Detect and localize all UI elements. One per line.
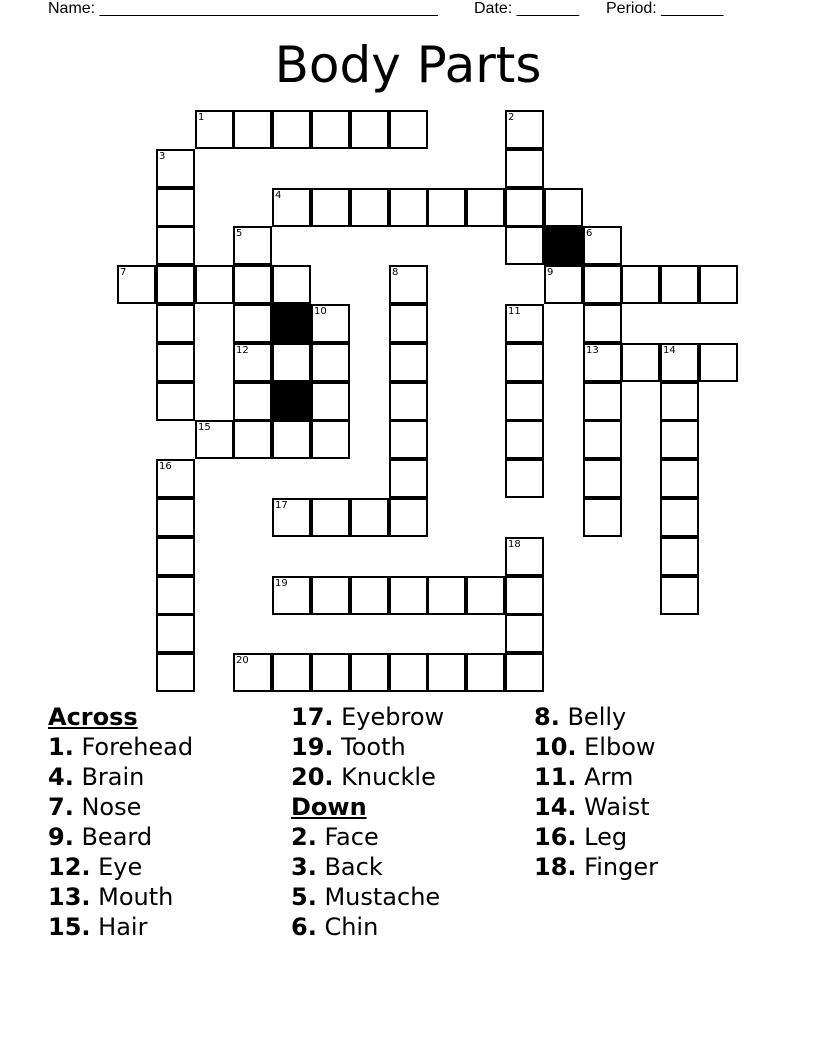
grid-cell[interactable] — [272, 576, 311, 615]
grid-cell[interactable] — [660, 420, 699, 459]
grid-cell[interactable] — [311, 110, 350, 149]
grid-cell[interactable] — [389, 653, 428, 692]
clue-text: Tooth — [333, 733, 406, 761]
grid-cell[interactable] — [272, 265, 311, 304]
clue-number: 5. — [291, 883, 317, 911]
black-square — [544, 226, 583, 265]
grid-cell[interactable] — [156, 498, 195, 537]
clue-number-label: 2 — [508, 112, 515, 123]
clue-text: Knuckle — [333, 763, 436, 791]
clue-item — [48, 852, 288, 882]
grid-cell[interactable] — [583, 343, 622, 382]
clue-number-label: 12 — [236, 345, 249, 356]
grid-cell[interactable] — [156, 265, 195, 304]
grid-cell[interactable] — [660, 382, 699, 421]
clue-item — [48, 762, 288, 792]
grid-cell[interactable] — [505, 653, 544, 692]
grid-cell[interactable] — [156, 459, 195, 498]
grid-cell[interactable] — [583, 304, 622, 343]
clue-number: 13. — [48, 883, 91, 911]
clue-number: 20. — [291, 763, 334, 791]
grid-cell[interactable] — [505, 537, 544, 576]
clue-text: Brain — [73, 763, 145, 791]
grid-cell[interactable] — [427, 576, 466, 615]
clue-number: 14. — [534, 793, 577, 821]
grid-cell[interactable] — [233, 265, 272, 304]
grid-cell[interactable] — [117, 265, 156, 304]
clue-number-label: 1 — [198, 112, 205, 123]
clue-number: 2. — [291, 823, 317, 851]
grid-cell[interactable] — [389, 459, 428, 498]
grid-cell[interactable] — [156, 343, 195, 382]
grid-cell[interactable] — [233, 304, 272, 343]
across-heading: Across — [48, 703, 138, 731]
grid-cell[interactable] — [505, 576, 544, 615]
grid-cell[interactable] — [699, 343, 738, 382]
grid-cell[interactable] — [389, 343, 428, 382]
clue-number-label: 19 — [275, 578, 288, 589]
clue-text: Eye — [90, 853, 143, 881]
clue-number-label: 15 — [198, 422, 211, 433]
grid-cell[interactable] — [233, 343, 272, 382]
clue-number: 11. — [534, 763, 577, 791]
grid-cell[interactable] — [544, 188, 583, 227]
clue-column-1 — [48, 702, 288, 942]
grid-cell[interactable] — [156, 537, 195, 576]
grid-cell[interactable] — [505, 614, 544, 653]
clue-number: 10. — [534, 733, 577, 761]
clue-item — [48, 882, 288, 912]
clue-column-3 — [534, 702, 774, 882]
grid-cell[interactable] — [311, 420, 350, 459]
grid-cell[interactable] — [583, 498, 622, 537]
clue-number-label: 3 — [159, 151, 166, 162]
clue-text: Eyebrow — [333, 703, 445, 731]
grid-cell[interactable] — [389, 188, 428, 227]
grid-cell[interactable] — [311, 576, 350, 615]
grid-cell[interactable] — [156, 304, 195, 343]
grid-cell[interactable] — [621, 343, 660, 382]
grid-cell[interactable] — [505, 110, 544, 149]
clue-item — [48, 822, 288, 852]
grid-cell[interactable] — [427, 653, 466, 692]
clue-number: 16. — [534, 823, 577, 851]
grid-cell[interactable] — [156, 653, 195, 692]
grid-cell[interactable] — [660, 265, 699, 304]
clue-text: Hair — [90, 913, 148, 941]
grid-cell[interactable] — [350, 653, 389, 692]
grid-cell[interactable] — [505, 304, 544, 343]
grid-cell[interactable] — [660, 459, 699, 498]
clue-number: 8. — [534, 703, 560, 731]
grid-cell[interactable] — [389, 498, 428, 537]
grid-cell[interactable] — [699, 265, 738, 304]
grid-cell[interactable] — [544, 265, 583, 304]
clue-item — [534, 762, 774, 792]
grid-cell[interactable] — [505, 343, 544, 382]
clue-text: Mustache — [316, 883, 441, 911]
grid-cell[interactable] — [233, 110, 272, 149]
clue-item — [534, 732, 774, 762]
clue-item — [534, 852, 774, 882]
black-square — [272, 382, 311, 421]
grid-cell[interactable] — [156, 149, 195, 188]
grid-cell[interactable] — [660, 537, 699, 576]
grid-cell[interactable] — [389, 304, 428, 343]
clue-number: 3. — [291, 853, 317, 881]
clue-number-label: 8 — [392, 267, 399, 278]
grid-cell[interactable] — [272, 420, 311, 459]
clue-number-label: 20 — [236, 655, 249, 666]
clue-number-label: 13 — [586, 345, 599, 356]
clue-number: 9. — [48, 823, 74, 851]
clue-item — [534, 702, 774, 732]
clue-number-label: 7 — [120, 267, 127, 278]
clue-item — [534, 792, 774, 822]
grid-cell[interactable] — [311, 304, 350, 343]
clue-number: 4. — [48, 763, 74, 791]
clue-text: Belly — [559, 703, 627, 731]
clue-number-label: 6 — [586, 228, 593, 239]
clue-number-label: 9 — [547, 267, 554, 278]
grid-cell[interactable] — [583, 459, 622, 498]
grid-cell[interactable] — [660, 498, 699, 537]
grid-cell[interactable] — [311, 382, 350, 421]
grid-cell[interactable] — [505, 149, 544, 188]
grid-cell[interactable] — [505, 188, 544, 227]
clue-text: Leg — [576, 823, 628, 851]
clue-text: Elbow — [576, 733, 656, 761]
clue-item — [48, 912, 288, 942]
grid-cell[interactable] — [156, 382, 195, 421]
grid-cell[interactable] — [350, 110, 389, 149]
clue-number-label: 14 — [663, 345, 676, 356]
grid-cell[interactable] — [272, 653, 311, 692]
grid-cell[interactable] — [389, 265, 428, 304]
grid-cell[interactable] — [156, 188, 195, 227]
clue-item — [534, 822, 774, 852]
grid-cell[interactable] — [311, 653, 350, 692]
grid-cell[interactable] — [505, 382, 544, 421]
grid-cell[interactable] — [350, 576, 389, 615]
clue-text: Waist — [576, 793, 650, 821]
black-square — [272, 304, 311, 343]
grid-cell[interactable] — [233, 653, 272, 692]
down-heading: Down — [291, 793, 367, 821]
clue-text: Finger — [576, 853, 658, 881]
clue-text: Forehead — [73, 733, 194, 761]
grid-cell[interactable] — [389, 110, 428, 149]
clue-number-label: 4 — [275, 190, 282, 201]
clue-item — [48, 732, 288, 762]
clue-text: Face — [316, 823, 379, 851]
grid-cell[interactable] — [311, 498, 350, 537]
grid-cell[interactable] — [505, 420, 544, 459]
clue-item — [291, 882, 531, 912]
grid-cell[interactable] — [272, 188, 311, 227]
clue-text: Arm — [576, 763, 634, 791]
clue-number: 1. — [48, 733, 74, 761]
date-field: Date: _______ — [474, 0, 579, 17]
clue-item — [291, 762, 531, 792]
name-field: Name: ______________________________________ — [48, 0, 438, 17]
grid-cell[interactable] — [389, 382, 428, 421]
clue-number: 6. — [291, 913, 317, 941]
grid-cell[interactable] — [466, 653, 505, 692]
clue-number-label: 16 — [159, 461, 172, 472]
clue-number-label: 11 — [508, 306, 521, 317]
grid-cell[interactable] — [233, 420, 272, 459]
grid-cell[interactable] — [272, 498, 311, 537]
clue-number: 17. — [291, 703, 334, 731]
grid-cell[interactable] — [660, 343, 699, 382]
clue-number: 15. — [48, 913, 91, 941]
grid-cell[interactable] — [389, 576, 428, 615]
clue-number: 12. — [48, 853, 91, 881]
period-field: Period: _______ — [606, 0, 724, 17]
clue-item — [291, 822, 531, 852]
clue-text: Chin — [316, 913, 379, 941]
grid-cell[interactable] — [233, 382, 272, 421]
clue-text: Beard — [73, 823, 153, 851]
clue-number-label: 17 — [275, 500, 288, 511]
clue-number-label: 5 — [236, 228, 243, 239]
grid-cell[interactable] — [156, 226, 195, 265]
grid-cell[interactable] — [156, 614, 195, 653]
grid-cell[interactable] — [505, 226, 544, 265]
grid-cell[interactable] — [583, 382, 622, 421]
grid-cell[interactable] — [660, 576, 699, 615]
grid-cell[interactable] — [389, 420, 428, 459]
clue-column-2 — [291, 702, 531, 942]
clue-number-label: 18 — [508, 539, 521, 550]
clue-item — [48, 792, 288, 822]
grid-cell[interactable] — [233, 226, 272, 265]
clue-text: Back — [316, 853, 383, 881]
grid-cell[interactable] — [350, 498, 389, 537]
clue-text: Nose — [73, 793, 142, 821]
clue-item — [291, 732, 531, 762]
grid-cell[interactable] — [195, 265, 234, 304]
page-title: Body Parts — [274, 36, 542, 94]
grid-cell[interactable] — [583, 226, 622, 265]
grid-cell[interactable] — [156, 576, 195, 615]
clue-number-label: 10 — [314, 306, 327, 317]
clue-item — [291, 912, 531, 942]
grid-cell[interactable] — [272, 110, 311, 149]
clue-number: 18. — [534, 853, 577, 881]
grid-cell[interactable] — [350, 188, 389, 227]
clue-item — [291, 852, 531, 882]
grid-cell[interactable] — [621, 265, 660, 304]
grid-cell[interactable] — [427, 188, 466, 227]
grid-cell[interactable] — [583, 265, 622, 304]
grid-cell[interactable] — [466, 576, 505, 615]
clue-number: 7. — [48, 793, 74, 821]
grid-cell[interactable] — [272, 343, 311, 382]
grid-cell[interactable] — [195, 420, 234, 459]
grid-cell[interactable] — [311, 188, 350, 227]
grid-cell[interactable] — [583, 420, 622, 459]
grid-cell[interactable] — [505, 459, 544, 498]
grid-cell[interactable] — [466, 188, 505, 227]
clue-item — [291, 702, 531, 732]
clue-number: 19. — [291, 733, 334, 761]
clue-text: Mouth — [90, 883, 174, 911]
grid-cell[interactable] — [311, 343, 350, 382]
grid-cell[interactable] — [195, 110, 234, 149]
